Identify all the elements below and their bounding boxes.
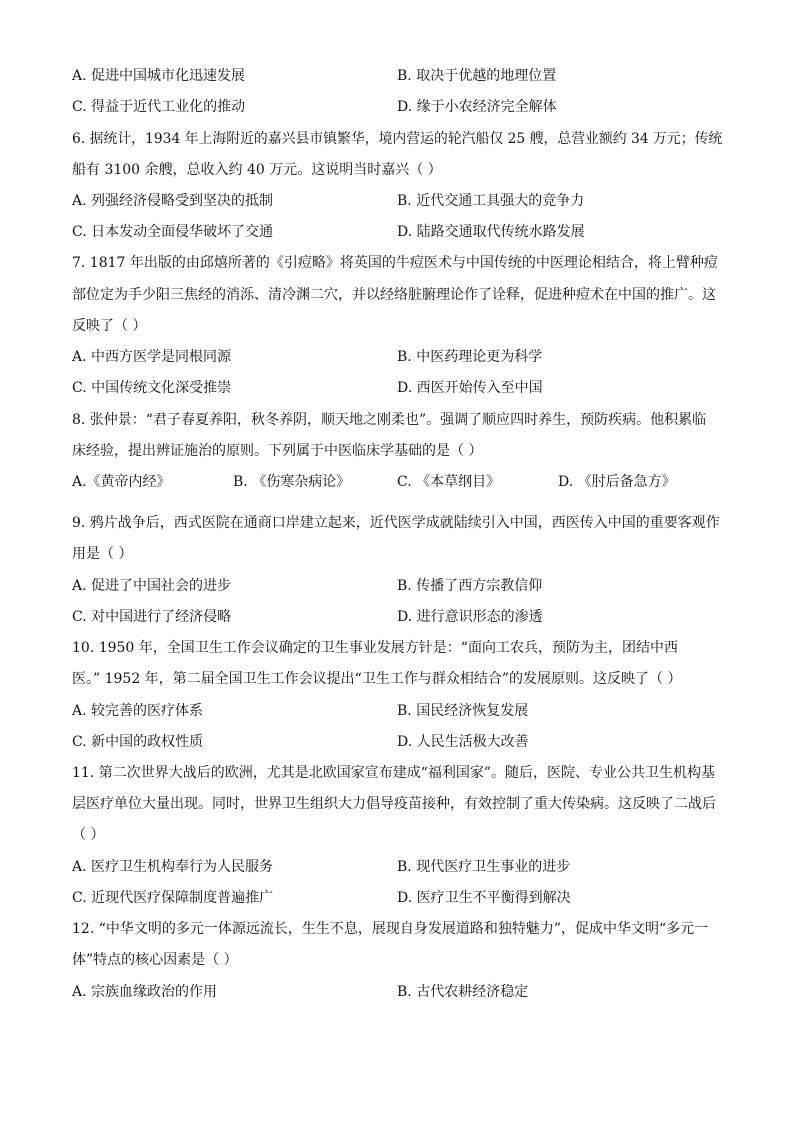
q7-stem-line-2: 部位定为手少阳三焦经的消泺、清冷渊二穴，并以经络脏腑理论作了诠释，促进种痘术在中国的推广。这: [72, 287, 716, 303]
q6-stem-line-1: 6. 据统计，1934 年上海附近的嘉兴县市镇繁华，境内营运的轮汽船仅 25 艘，总营业额约 34 万元；传统: [72, 131, 723, 147]
q10-option-c: C. 新中国的政权性质: [72, 734, 204, 750]
q8-option-d: D. 《肘后备急方》: [558, 474, 676, 490]
q8-stem-line-2: 床经验，提出辨证施治的原则。下列属于中医临床学基础的是（ ）: [72, 443, 483, 459]
q10-option-b: B. 国民经济恢复发展: [397, 703, 529, 719]
q8-option-c: C. 《本草纲目》: [397, 474, 501, 490]
q7-stem-line-1: 7. 1817 年出版的由邱熺所著的《引痘略》将英国的牛痘医术与中国传统的中医理论相结合，将上臂种痘: [72, 255, 718, 271]
q11-stem-line-3: （ ）: [72, 827, 105, 843]
q11-stem-line-1: 11. 第二次世界大战后的欧洲，尤其是北欧国家宣布建成“福利国家”。随后，医院、专业公共卫生机构基: [72, 765, 716, 781]
q12-stem-line-1: 12. “中华文明的多元一体源远流长，生生不息，展现自身发展道路和独特魅力”，促成中华文明“多元一: [72, 921, 709, 937]
q11-stem-line-2: 层医疗单位大量出现。同时，世界卫生组织大力倡导疫苗接种，有效控制了重大传染病。这反映了二战后: [72, 796, 716, 812]
q12-option-b: B. 古代农耕经济稳定: [397, 984, 529, 1000]
q10-stem-line-1: 10. 1950 年，全国卫生工作会议确定的卫生事业发展方针是：“面向工农兵，预防为主，团结中西: [72, 640, 678, 656]
q6-option-b: B. 近代交通工具强大的竞争力: [397, 193, 585, 209]
q9-option-d: D. 进行意识形态的渗透: [397, 609, 543, 625]
q11-option-a: A. 医疗卫生机构奉行为人民服务: [72, 859, 274, 875]
q8-stem-line-1: 8. 张仲景：“君子春夏养阳，秋冬养阴，顺天地之刚柔也”。强调了顺应四时养生，预防疾病。他积累临: [72, 412, 707, 428]
q11-option-d: D. 医疗卫生不平衡得到解决: [397, 890, 571, 906]
q5-option-d: D. 缘于小农经济完全解体: [397, 99, 557, 115]
q7-option-c: C. 中国传统文化深受推崇: [72, 380, 232, 396]
q7-option-b: B. 中医药理论更为科学: [397, 349, 543, 365]
q9-option-c: C. 对中国进行了经济侵略: [72, 609, 232, 625]
q10-option-d: D. 人民生活极大改善: [397, 734, 529, 750]
q9-option-a: A. 促进了中国社会的进步: [72, 578, 232, 594]
q7-option-a: A. 中西方医学是同根同源: [72, 349, 232, 365]
q7-stem-line-3: 反映了（ ）: [72, 318, 147, 334]
q6-option-c: C. 日本发动全面侵华破坏了交通: [72, 224, 274, 240]
q5-option-a: A. 促进中国城市化迅速发展: [72, 68, 246, 84]
q10-option-a: A. 较完善的医疗体系: [72, 703, 204, 719]
q12-stem-line-2: 体”特点的核心因素是（ ）: [72, 952, 238, 968]
q8-option-a: A.《黄帝内经》: [72, 474, 171, 490]
q12-option-a: A. 宗族血缘政治的作用: [72, 984, 218, 1000]
q5-option-b: B. 取决于优越的地理位置: [397, 68, 557, 84]
q10-stem-line-2: 医。” 1952 年，第二届全国卫生工作会议提出“卫生工作与群众相结合”的发展原则。这反映了（ ）: [72, 671, 682, 687]
q8-option-b: B. 《伤寒杂病论》: [233, 474, 351, 490]
q9-stem-line-2: 用是（ ）: [72, 546, 133, 562]
q7-option-d: D. 西医开始传入至中国: [397, 380, 543, 396]
q6-stem-line-2: 船有 3100 余艘，总收入约 40 万元。这说明当时嘉兴（ ）: [72, 162, 442, 178]
q6-option-a: A. 列强经济侵略受到坚决的抵制: [72, 193, 274, 209]
q6-option-d: D. 陆路交通取代传统水路发展: [397, 224, 585, 240]
q11-option-c: C. 近现代医疗保障制度普遍推广: [72, 890, 274, 906]
q9-option-b: B. 传播了西方宗教信仰: [397, 578, 543, 594]
q9-stem-line-1: 9. 鸦片战争后，西式医院在通商口岸建立起来，近代医学成就陆续引入中国，西医传入中国的重要客观作: [72, 515, 720, 531]
q5-option-c: C. 得益于近代工业化的推动: [72, 99, 246, 115]
q11-option-b: B. 现代医疗卫生事业的进步: [397, 859, 571, 875]
